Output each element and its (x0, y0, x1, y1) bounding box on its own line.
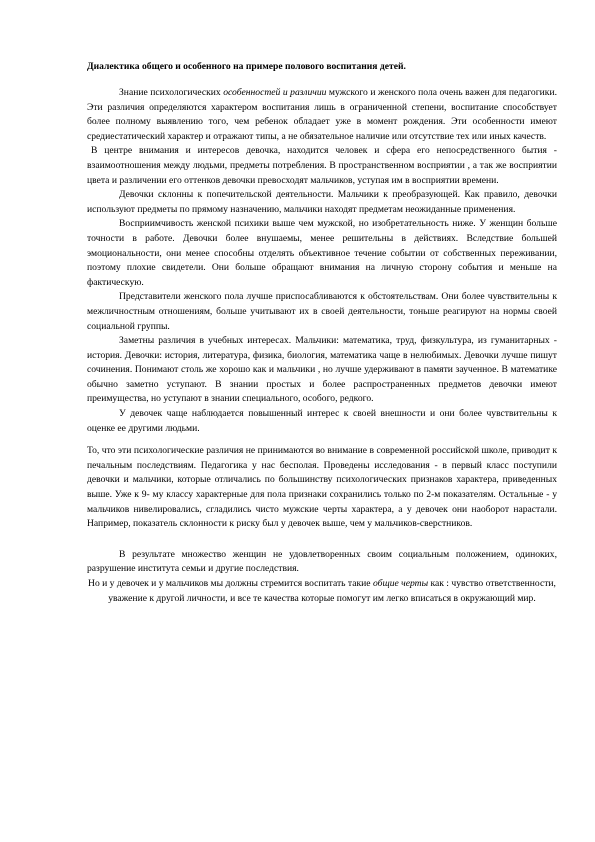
paragraph-3: Девочки склонны к попечительской деятельности. Мальчики к преобразующей. Как правило, девочки используют предметы по прямому назначению, мальчики находят предметам неожиданные применения. (87, 189, 557, 215)
paragraph-1-text-b: мужского и женского пола очень важен для педагогики. Эти различия определяются характером воспитания лишь в ограниченной степени, воспитание способствует более полному выявлению того, чем ребенок обладает уже в момент рождения. Эти особенности имеют средиестатический характер и отражают типы, а не обязательное наличие или отсутствие тех или иных качеств. (87, 87, 557, 142)
paragraph-10-emphasis: общие черты (372, 578, 429, 589)
paragraph-5: Представители женского пола лучше приспосабливаются к обстоятельствам. Они более чувствительны к межличностным отношениям, больше учитывают их в своей деятельности, тоньше реагируют на нормы своей социальной группы. (87, 291, 557, 332)
paragraph-6: Заметны различия в учебных интересах. Мальчики: математика, труд, физкультура, из гуманитарных - история. Девочки: история, литература, физика, биология, математика чаще в нелюбимых. Девочки лучше пишут сочинения. Понимают столь же хорошо как и мальчики , но лучше удерживают в памяти заученное. В математике обычно заметно уступают. В знании простых и более распространенных предметов девочки имеют преимущества, но уступают в знании специального, особого, редкого. (87, 335, 557, 405)
paragraph-8: То, что эти психологические различия не принимаются во внимание в современной российской школе, приводит к печальным последствиям. Педагогика у нас бесполая. Проведены исследования - в первый класс поступили девочки и мальчики, которые отличались по большинству психологических признаков характера, приведенных выше. Уже к 9- му классу характерные для пола признаки сохранились только по 2-м показателям. Остальные - у мальчиков нивелировались, сгладились чисто мужские черты характера, а у девочек они наоборот нарастали. Например, показатель склонности к риску был у девочек выше, чем у мальчиков-сверстников. (87, 445, 557, 530)
document-body (87, 86, 557, 606)
paragraph-4: Восприимчивость женской психики выше чем мужской, но изобретательность ниже. У женщин больше точности в работе. Девочки более внушаемы, менее решительны в действиях. Вследствие большей эмоциональности, они менее способны отделять объективное течение событии от собственных переживании, поэтому плохие свидетели. Они больше обращают внимания на личную сторону события и меньше на фактическую. (87, 218, 557, 288)
paragraph-7: У девочек чаще наблюдается повышенный интерес к своей внешности и они более чувствительны к оценке ее другими людьми. (87, 408, 557, 434)
paragraph-2: В центре внимания и интересов девочка, находится человек и сфера его непосредственного бытия - взаимоотношения между людьми, предметы потребления. В пространственном восприятии , а так же восприятии цвета и различении его оттенков девочки превосходят мальчиков, уступая им в восприятии времени. (87, 145, 557, 186)
paragraph-9: В результате множество женщин не удовлетворенных своим социальным положением, одиноких, разрушение института семьи и другие последствия. (87, 548, 557, 575)
document-title: Диалектика общего и особенного на примере полового воспитания детей. (87, 61, 406, 72)
paragraph-1 (87, 86, 557, 144)
paragraph-10 (87, 577, 557, 606)
paragraph-1-emphasis: особенностей и различии (223, 87, 327, 98)
paragraph-10-text-b: как : чувство ответственности, уважение к другой личности, и все те качества которые помогут им легко вписаться в окружающий мир. (108, 578, 556, 604)
paragraph-1-text-a: Знание психологических (119, 87, 224, 98)
paragraph-10-text-a: Но и у девочек и у мальчиков мы должны стремится воспитать такие (88, 578, 373, 589)
